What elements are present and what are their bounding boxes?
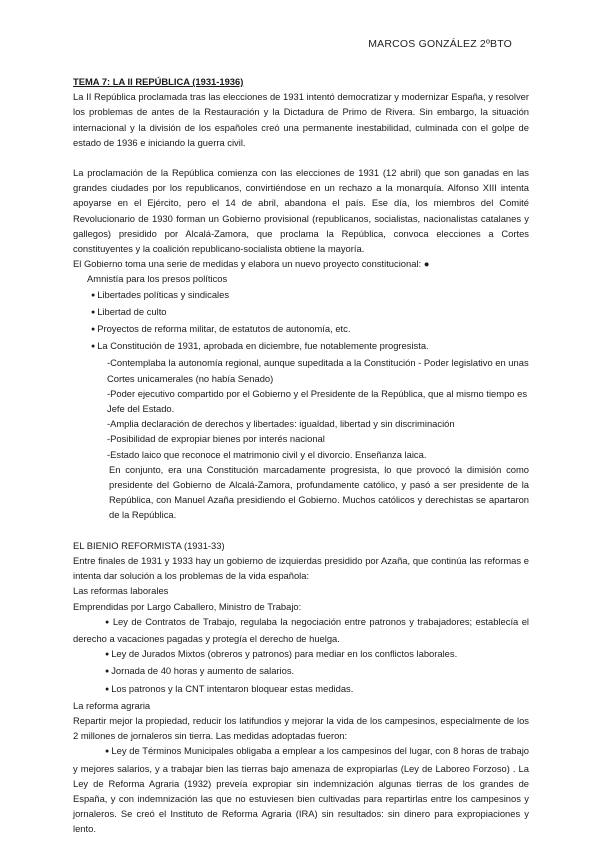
bienio-intro: Entre finales de 1931 y 1933 hay un gobierno de izquierdas presidido por Azaña, que continúa las reformas e intenta dar solución a los problemas de la vida española: [73, 554, 529, 582]
proclamation-paragraph: La proclamación de la República comienza con las elecciones de 1931 (12 abril) que son ganadas en las grandes ciudades por los republicanos, convirtiéndose en un rechazo a la monarquía. Alfonso XIII intenta apoyarse en el Ejército, pero el 14 de abril, abandona el país. Ese día, los miembros del Comité Revolucionario de 1930 forman un Gobierno provisional (republicanos, socialistas, nacionalistas catalanes y gallegos) presidido por Alcalá-Zamora, que proclama la República, convoca elecciones a Cortes constituyentes y la coalición republicano-socialista obtiene la mayoría. [73, 167, 529, 255]
measure-item: ● La Constitución de 1931, aprobada en diciembre, fue notablemente progresista. [73, 338, 529, 355]
labor-item: ● Jornada de 40 horas y aumento de salarios. [73, 663, 529, 680]
document-title: TEMA 7: LA II REPÚBLICA (1931-1936) [73, 76, 244, 87]
labor-item: ● Ley de Jurados Mixtos (obreros y patronos) para mediar en los conflictos laborales. [73, 646, 529, 663]
measure-item: ● Proyectos de reforma militar, de estatutos de autonomía, etc. [73, 321, 529, 338]
labor-intro: Emprendidas por Largo Caballero, Ministro de Trabajo: [73, 600, 302, 612]
agrarian-heading: La reforma agraria [73, 699, 151, 711]
bienio-heading: EL BIENIO REFORMISTA (1931-33) [73, 539, 225, 551]
constitution-summary: En conjunto, era una Constitución marcadamente progresista, lo que provocó la dimisión como presidente del Gobierno de Alcalá-Zamora, profundamente católico, y pasó a ser presidente de la República, con Manuel Azaña presidiendo el Gobierno. Muchos católicos y derechistas se apartaron de la República. [109, 463, 529, 521]
constitution-point: -Contemplaba la autonomía regional, aunque supeditada a la Constitución - Poder legislativo en unas Cortes unicamerales (no había Senado) [107, 357, 529, 384]
constitution-point: -Estado laico que reconoce el matrimonio civil y el divorcio. Enseñanza laica. [107, 448, 427, 460]
measure-item: ● Libertades políticas y sindicales [73, 287, 529, 304]
measure-item: ● Libertad de culto [73, 304, 529, 321]
constitution-point: -Posibilidad de expropiar bienes por interés nacional [107, 433, 325, 445]
labor-item: ● Ley de Contratos de Trabajo, regulaba la negociación entre patronos y trabajadores; establecía el derecho a vacaciones pagadas y protegía el derecho de huelga. [73, 614, 529, 646]
agrarian-text: ● Ley de Términos Municipales obligaba a emplear a los campesinos del lugar, con 8 horas de trabajo y mejores salarios, y a trabajar bien las tierras bajo amenaza de expropiarlas (Ley de Laboreo Forzoso) . La Ley de Reforma Agraria (1932) preveía expropiar sin indemnización algunas tierras de los grandes de España, y con indemnización las que no estuviesen bien cultivadas para repartirlas entre los campesinos y jornaleros. Se creó el Instituto de Reforma Agraria (IRA) sin resultados: sin dinero para expropiaciones y lento. [73, 743, 529, 836]
labor-item: ● Los patronos y la CNT intentaron bloquear estas medidas. [73, 681, 529, 698]
measures-intro: El Gobierno toma una serie de medidas y elabora un nuevo proyecto constitucional: ● [73, 258, 430, 270]
constitution-point: -Poder ejecutivo compartido por el Gobierno y el Presidente de la República, que al mismo tiempo es Jefe del Estado. [107, 387, 528, 415]
constitution-point: -Amplia declaración de derechos y libertades: igualdad, libertad y sin discriminación [107, 418, 455, 430]
intro-paragraph: La II República proclamada tras las elecciones de 1931 intentó democratizar y modernizar España, y resolver los problemas de antes de la Restauración y la Dictadura de Primo de Rivera. Sin embargo, la situación internacional y la división de los españoles creó una permanente inestabilidad, culminada con el golpe de estado de 1936 e iniciando la guerra civil. [73, 91, 529, 148]
document-body [73, 74, 529, 837]
labor-heading: Las reformas laborales [73, 585, 169, 597]
agrarian-intro: Repartir mejor la propiedad, reducir los latifundios y mejorar la vida de los campesinos, especialmente de los 2 millones de jornaleros sin tierra. Las medidas adoptadas fueron: [73, 714, 529, 742]
measure-item: Amnistía para los presos políticos [87, 273, 228, 285]
author-header: MARCOS GONZÁLEZ 2ºBTO [368, 38, 512, 50]
